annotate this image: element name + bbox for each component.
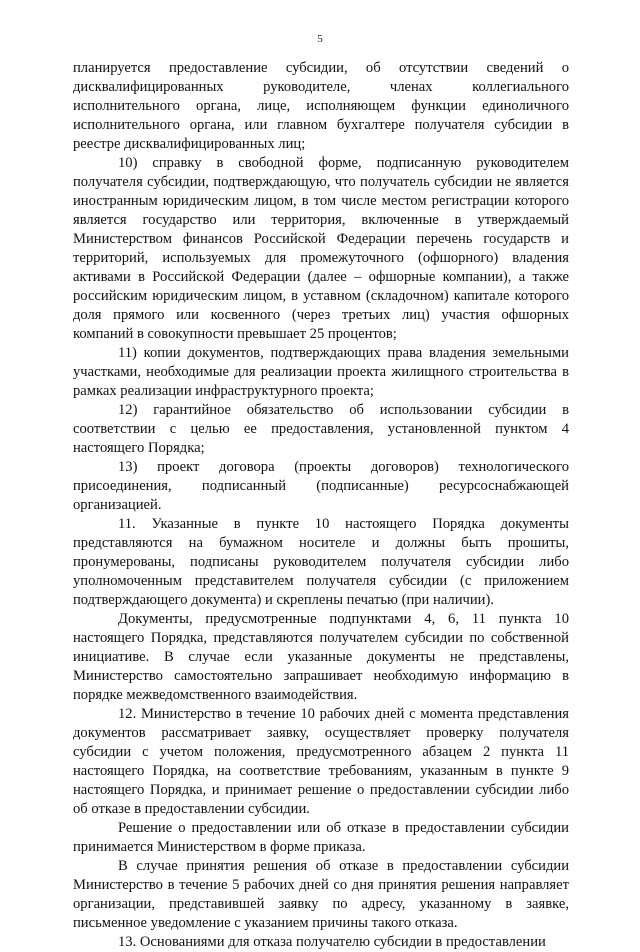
page-number: 5 bbox=[317, 33, 323, 45]
paragraph-clause-12-decision: Решение о предоставлении или об отказе в предоставлении субсидии принимается Министерством в форме приказа. bbox=[73, 820, 569, 855]
paragraph-clause-11: 11. Указанные в пункте 10 настоящего Порядка документы представляются на бумажном носителе и должны быть прошиты, пронумерованы, подписаны руководителем получателя субсидии либо уполномоченным представителем получателя субсидии (с приложением подтверждающего документа) и скреплены печатью (при наличии). bbox=[73, 516, 569, 608]
paragraph-clause-12-refusal: В случае принятия решения об отказе в предоставлении субсидии Министерство в течение 5 рабочих дней со дня принятия решения направляет организации, представившей заявку по адресу, указанному в заявке, письменное уведомление с указанием причины такого отказа. bbox=[73, 858, 569, 931]
document-body bbox=[73, 59, 569, 952]
paragraph-clause-13: 13. Основаниями для отказа получателю субсидии в предоставлении bbox=[118, 934, 546, 950]
paragraph-continuation: планируется предоставление субсидии, об отсутствии сведений о дисквалифицированных руководителе, членах коллегиального исполнительного органа, лице, исполняющем функции единоличного исполнительного органа, или главном бухгалтере получателя субсидии в реестре дисквалифицированных лиц; bbox=[73, 60, 569, 152]
paragraph-clause-12: 12. Министерство в течение 10 рабочих дней с момента представления документов рассматривает заявку, осуществляет проверку получателя субсидии с учетом положения, предусмотренного абзацем 2 пункта 11 настоящего Порядка, на соответствие требованиям, указанным в пункте 9 настоящего Порядка, и принимает решение о предоставлении субсидии либо об отказе в предоставлении субсидии. bbox=[73, 706, 569, 817]
paragraph-item-13: 13) проект договора (проекты договоров) технологического присоединения, подписанный (подписанные) ресурсоснабжающей организацией. bbox=[73, 459, 569, 513]
paragraph-item-10: 10) справку в свободной форме, подписанную руководителем получателя субсидии, подтверждающую, что получатель субсидии не является иностранным юридическим лицом, в том числе местом регистрации которого является государство или территория, включенные в утверждаемый Министерством финансов Российской Федерации перечень государств и территорий, используемых для промежуточного (офшорного) владения активами в Российской Федерации (далее – офшорные компании), а также российским юридическим лицом, в уставном (складочном) капитале которого доля прямого или косвенного (через третьих лиц) участия офшорных компаний в совокупности превышает 25 процентов; bbox=[73, 155, 569, 342]
paragraph-item-11: 11) копии документов, подтверждающих права владения земельными участками, необходимые для реализации проекта жилищного строительства в рамках реализации инфраструктурного проекта; bbox=[73, 345, 569, 399]
paragraph-item-12: 12) гарантийное обязательство об использовании субсидии в соответствии с целью ее предоставления, установленной пунктом 4 настоящего Порядка; bbox=[73, 402, 569, 456]
paragraph-clause-11-documents: Документы, предусмотренные подпунктами 4, 6, 11 пункта 10 настоящего Порядка, представляются получателем субсидии по собственной инициативе. В случае если указанные документы не представлены, Министерство самостоятельно запрашивает необходимую информацию в порядке межведомственного взаимодействия. bbox=[73, 611, 569, 703]
